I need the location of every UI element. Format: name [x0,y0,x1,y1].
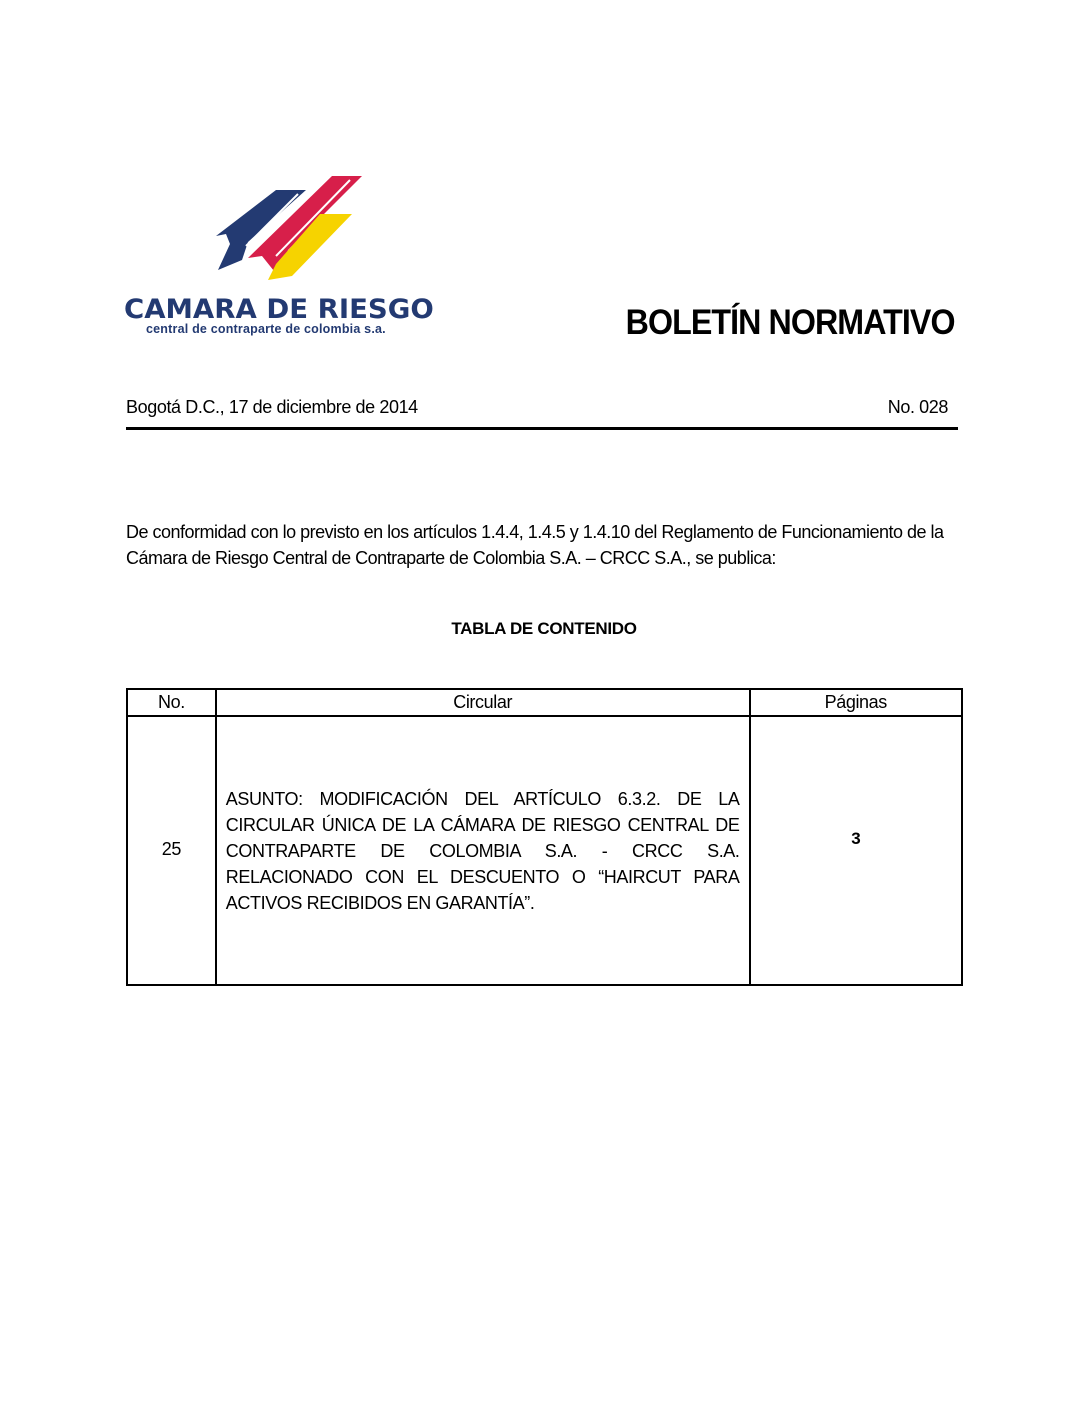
circular-subject [216,716,750,985]
column-header-no: No. [127,689,216,716]
toc-table [126,688,963,986]
circular-subject-text: ASUNTO: MODIFICACIÓN DEL ARTÍCULO 6.3.2. DE LA CIRCULAR ÚNICA DE LA CÁMARA DE RIESGO CENTRAL DE CONTRAPARTE DE COLOMBIA S.A. - CRCC S.A. RELACIONADO CON EL DESCUENTO O “HAIRCUT PARA ACTIVOS RECIBIDOS EN GARANTÍA”. [225,788,740,913]
toc-header-row [127,689,962,716]
toc-title: TABLA DE CONTENIDO [451,619,637,638]
column-header-circular: Circular [216,689,750,716]
place-date: Bogotá D.C., 17 de diciembre de 2014 [126,397,418,417]
bulletin-number: No. 028 [887,397,948,417]
logo-name: CAMARA DE RIESGO [124,294,434,325]
logo-stripes-graphic [124,172,464,294]
document-title: BOLETÍN NORMATIVO [625,303,955,342]
company-logo [124,172,464,342]
table-row [127,716,962,985]
intro-paragraph: De conformidad con lo previsto en los artículos 1.4.4, 1.4.5 y 1.4.10 del Reglamento de Funcionamiento de la Cámara de Riesgo Central de Contraparte de Colombia S.A. – CRCC S.A., se publica: [126,522,944,568]
circular-number: 25 [127,716,216,985]
logo-subtitle: central de contraparte de colombia s.a. [146,322,386,336]
circular-pages: 3 [750,716,963,985]
column-header-pages: Páginas [750,689,963,716]
header-divider [126,427,958,430]
